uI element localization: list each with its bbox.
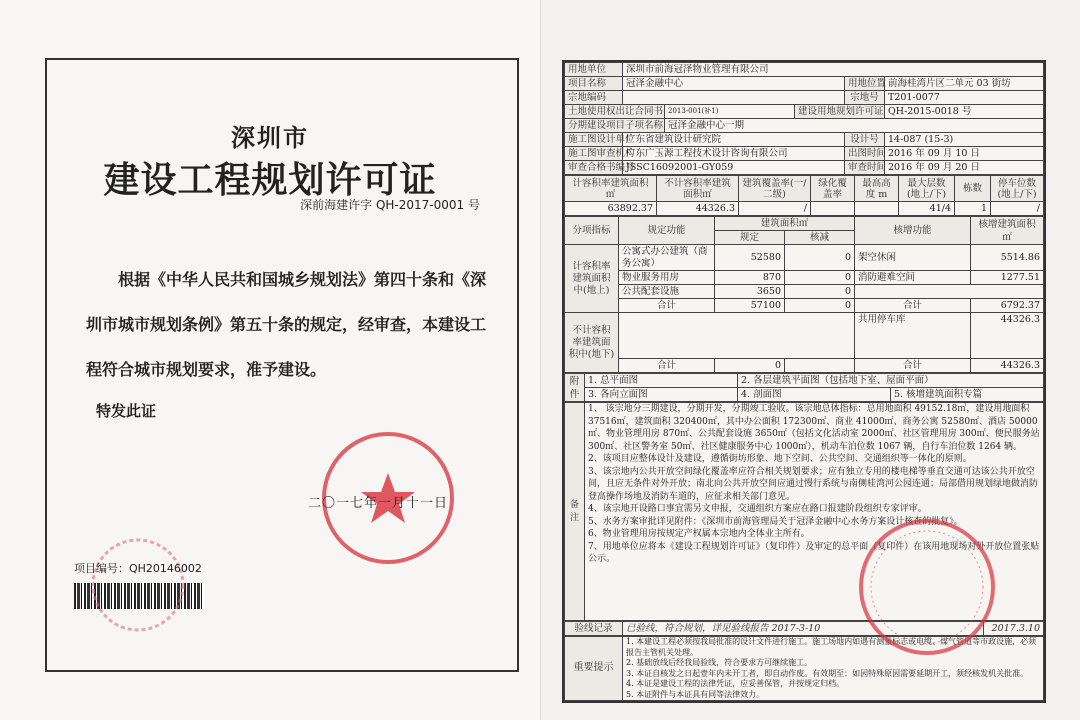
empty-cell xyxy=(855,285,1044,299)
inspection-label: 验线记录 xyxy=(565,622,623,636)
field-value: T201-0077 xyxy=(885,91,1044,105)
empty-cell xyxy=(785,359,855,373)
field-value: 深圳市前海冠泽物业管理有限公司 xyxy=(623,63,1044,77)
city-title: 深圳市 xyxy=(231,123,309,152)
added-area: 1277.51 xyxy=(971,271,1044,285)
field-value: QH-2015-0018 号 xyxy=(885,105,1044,119)
field-value: 前海桂湾片区二单元 03 街坊 xyxy=(885,77,1044,91)
body-text: 根据《中华人民共和国城乡规划法》第四十条和《深圳市城市规划条例》第五十条的规定，经审查，本建设工程符合城市规划要求，准予建设。 xyxy=(86,270,487,379)
indicator-value: 63892.37 xyxy=(565,202,657,216)
indicator-value: 1 xyxy=(955,202,991,216)
tip-item: 3. 本证自核发之日起壹年内未开工者，即自动作废。有效期至：如因特殊原因需要延期开工，须经核发机关批准。 xyxy=(626,668,1029,678)
faded-seal-icon xyxy=(88,535,188,635)
total-specified: 0 xyxy=(715,359,785,373)
total-label: 合计 xyxy=(855,359,971,373)
attachment-item: 5. 核增建筑面积专篇 xyxy=(891,388,1044,402)
specified-area: 870 xyxy=(715,271,785,285)
tips-label: 重要提示 xyxy=(565,637,623,701)
header-function: 规定功能 xyxy=(619,217,715,245)
field-label: 土地使用权出让合同书 xyxy=(565,105,665,119)
field-value: JSSC16092001-GY059 xyxy=(623,161,845,175)
field-value: 广东广玉源工程技术设计咨询有限公司 xyxy=(623,147,845,161)
tip-item: 1. 本建设工程必须按我局批准的设计文件进行施工。施工场地内如遇有测量标志或电缆、煤气管道等市政设施，必须报告主管机关处理。 xyxy=(626,637,1037,657)
total-label: 合计 xyxy=(619,359,715,373)
project-number-value: QH20146002 xyxy=(129,562,202,575)
added-function: 消防避难空间 xyxy=(855,271,971,285)
indicator-value: 41/4 xyxy=(899,202,955,216)
indicator-value xyxy=(855,202,899,216)
field-value xyxy=(623,91,845,105)
info-table xyxy=(564,62,1044,175)
attachment-item: 3. 各向立面图 xyxy=(585,388,738,402)
header-item: 分项指标 xyxy=(565,217,619,245)
field-label: 审查合格书编号 xyxy=(565,161,623,175)
field-label: 施工图设计单位 xyxy=(565,133,623,147)
indicator-value: / xyxy=(739,202,811,216)
remark-item: 1、 该宗地分三期建设，分期开发，分期竣工验收。该宗地总体指标：总用地面积 49152.18㎡，建设用地面积 37516㎡，建筑面积 320400㎡，其中办公面积 172300㎡、商业 41000㎡、商务公寓 52580㎡、酒店 50000㎡、物业管理用房 870㎡、公共配套设施 3650㎡（包括文化活动室 2000㎡、社区管理用房 300㎡、便民服务站 300㎡、社区警务室 50㎡、社区健康服务中心 1000㎡），机动车泊位数 1067 辆，自行车泊位数 1264 辆。 xyxy=(588,404,1040,452)
project-number-label: 项目编号： xyxy=(74,562,129,575)
indicator-value xyxy=(811,202,855,216)
empty-cell xyxy=(619,313,855,359)
inspection-date: 2017.3.10 xyxy=(984,622,1044,636)
project-number xyxy=(74,560,202,576)
indicator-header: 最高高度 m xyxy=(855,176,899,202)
indicators-table xyxy=(564,175,1044,216)
attachments-table xyxy=(564,373,1044,402)
field-value: 冠泽金融中心一期 xyxy=(665,119,1044,133)
field-label: 施工图审查机构 xyxy=(565,147,623,161)
field-label: 用地单位 xyxy=(565,63,623,77)
field-label: 审查时间 xyxy=(845,161,885,175)
land-registry-seal-icon xyxy=(852,512,1002,662)
field-value: 14-087 (15-3) xyxy=(885,133,1044,147)
specified-area: 3650 xyxy=(715,285,785,299)
added-area: 5514.86 xyxy=(971,245,1044,271)
field-value: 冠泽金融中心 xyxy=(623,77,845,91)
total-added: 6792.37 xyxy=(971,299,1044,313)
attachment-item: 2. 各层建筑平面图（包括地下室、屋面平面） xyxy=(738,374,1044,388)
field-label: 出图时间 xyxy=(845,147,885,161)
indicator-value: / xyxy=(991,202,1044,216)
tip-item: 4. 本证是建设工程的法律凭证，应妥善保管，并按规定归档。 xyxy=(626,679,845,688)
indicator-header: 计容积率建筑面积㎡ xyxy=(565,176,657,202)
attachment-item: 1. 总平面图 xyxy=(585,374,738,388)
total-label: 合计 xyxy=(855,299,971,313)
field-label: 分期建设项目子项名称 xyxy=(565,119,665,133)
permit-title: 建设工程规划许可证 xyxy=(103,159,437,201)
remark-item: 4、该宗地开设路口事宜需另文申报，交通组织方案应在路口报建阶段组织专家评审。 xyxy=(588,504,927,514)
issue-date: 二〇一七年一月十一日 xyxy=(308,496,449,511)
remark-item: 7、用地单位应将本《建设工程规划许可证》（复印件）及审定的总平面（复印件）在该用地现场对外开放位置张贴公示。 xyxy=(588,541,1040,564)
total-label: 合计 xyxy=(619,299,715,313)
field-label: 设计号 xyxy=(845,133,885,147)
attachments-label: 附件 xyxy=(565,374,585,402)
function-name: 公寓式办公建筑（商务公寓） xyxy=(619,245,715,271)
function-name: 物业服务用房 xyxy=(619,271,715,285)
above-ground-label: 计容积率建筑面积中(地上) xyxy=(565,245,619,313)
remark-item: 5、水务方案审批详见附件：《深圳市前海管理局关于冠泽金融中心水务方案设计核查的批复》。 xyxy=(588,516,963,527)
header-reduced: 核减 xyxy=(785,231,855,245)
indicator-header: 绿化覆盖率 xyxy=(811,176,855,202)
indicator-header: 停车位数(地上/下) xyxy=(991,176,1044,202)
remark-item: 3、该宗地内公共开放空间绿化覆盖率应符合相关规划要求；应有独立专用的楼电梯等垂直交通可达该公共开放空间，且应无条件对外开放；南北向公共开放空间应通过慢行系统与南侧桂湾河公园连通；局部借用规划绿地做消防登高操作场地及消防车道的，应征求相关部门意见。 xyxy=(588,466,1039,502)
total-specified: 57100 xyxy=(715,299,785,313)
area-table xyxy=(564,216,1044,373)
function-name: 公共配套设施 xyxy=(619,285,715,299)
tip-item: 2. 基础放线后经我局验线，符合要求方可继续施工。 xyxy=(626,658,813,667)
field-value: 2013-001(补1) xyxy=(665,105,795,119)
total-added: 44326.3 xyxy=(971,359,1044,373)
permit-body xyxy=(86,257,486,392)
permit-number: 深前海建许字 QH-2017-0001 号 xyxy=(300,198,480,212)
special-note: 特发此证 xyxy=(96,402,157,420)
reduced-area: 0 xyxy=(785,285,855,299)
field-value: 广东省建筑设计研究院 xyxy=(623,133,845,147)
indicator-header: 不计容积率建筑面积㎡ xyxy=(657,176,739,202)
field-value: 2016 年 09 月 20 日 xyxy=(885,161,1044,175)
indicator-value: 44326.3 xyxy=(657,202,739,216)
inspection-handwriting: 已验线，符合规划，详见验线报告 2017-3-10 xyxy=(623,622,984,636)
reduced-area: 0 xyxy=(785,271,855,285)
header-specified: 规定 xyxy=(715,231,785,245)
remark-item: 2、该项目应整体设计及建设，遵循街坊形象、地下空间、公共空间、交通组织等一体化的原则。 xyxy=(588,454,972,464)
field-value: 2016 年 09 月 10 日 xyxy=(885,147,1044,161)
field-label: 项目名称 xyxy=(565,77,623,91)
reduced-area: 0 xyxy=(785,245,855,271)
field-label: 建设用地规划许可证 xyxy=(795,105,885,119)
field-label: 宗地编码 xyxy=(565,91,623,105)
remark-item: 6、物业管理用房按规定产权属本宗地内全体业主所有。 xyxy=(588,529,810,539)
indicator-header: 建筑覆盖率(一/二级) xyxy=(739,176,811,202)
remarks-label: 备注 xyxy=(565,403,585,621)
total-reduced: 0 xyxy=(785,299,855,313)
field-label: 宗地号 xyxy=(845,91,885,105)
header-added-function: 核增功能 xyxy=(855,217,971,245)
indicator-header: 栋数 xyxy=(955,176,991,202)
header-added-area: 核增建筑面积㎡ xyxy=(971,217,1044,245)
specified-area: 52580 xyxy=(715,245,785,271)
indicator-header: 最大层数(地上/下) xyxy=(899,176,955,202)
added-area: 44326.3 xyxy=(971,313,1044,359)
header-area: 建筑面积㎡ xyxy=(715,217,855,231)
below-ground-label: 不计容积率建筑面积中(地下) xyxy=(565,313,619,373)
tip-item: 5. 本证附件与本证具有同等法律效力。 xyxy=(626,689,765,699)
added-function: 架空休闲 xyxy=(855,245,971,271)
attachment-item: 4. 剖面图 xyxy=(738,388,891,402)
field-label: 用地位置 xyxy=(845,77,885,91)
added-function: 共用停车库 xyxy=(855,313,971,359)
